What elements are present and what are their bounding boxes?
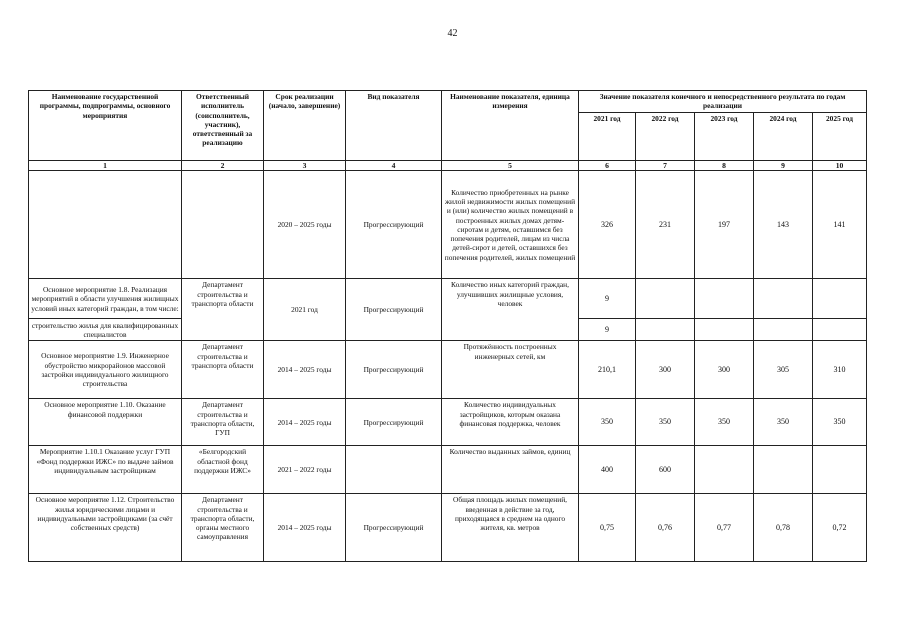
column-number: 3 bbox=[264, 161, 346, 171]
value-2021: 210,1 bbox=[579, 341, 636, 399]
period-cell: 2014 – 2025 годы bbox=[264, 341, 346, 399]
value-2024: 143 bbox=[754, 171, 813, 279]
indicator-name-cell: Количество приобретенных на рынке жилой недвижимости жилых помещений и (или) количество жилых помещений в построенных жилых домах детям-сиротам и детям, оставшимся без попечения родителей, лицам из числа детей-сирот и детей, оставшихся без попечения родителей, жилых помещений bbox=[442, 171, 579, 279]
program-cell: Основное мероприятие 1.10. Оказание финансовой поддержки bbox=[29, 399, 182, 446]
value-2024: 350 bbox=[754, 399, 813, 446]
table-row bbox=[29, 171, 867, 279]
table-row bbox=[29, 399, 867, 446]
value-2022 bbox=[636, 319, 695, 341]
program-cell: Мероприятие 1.10.1 Оказание услуг ГУП «Фонд поддержки ИЖС» по выдаче займов индивидуальным застройщикам bbox=[29, 446, 182, 494]
indicator-type-cell: Прогрессирующий bbox=[346, 494, 442, 562]
value-2021: 9 bbox=[579, 319, 636, 341]
results-table-container bbox=[28, 90, 866, 562]
column-number: 9 bbox=[754, 161, 813, 171]
value-2023: 197 bbox=[695, 171, 754, 279]
value-2022: 0,76 bbox=[636, 494, 695, 562]
header-year-2022: 2022 год bbox=[636, 113, 695, 161]
value-2025: 0,72 bbox=[813, 494, 867, 562]
indicator-name-cell: Количество иных категорий граждан, улучшивших жилищные условия, человек bbox=[442, 279, 579, 341]
value-2023 bbox=[695, 279, 754, 319]
column-number: 5 bbox=[442, 161, 579, 171]
value-2024 bbox=[754, 446, 813, 494]
table-row bbox=[29, 279, 867, 319]
indicator-name-cell: Количество выданных займов, единиц bbox=[442, 446, 579, 494]
column-number: 10 bbox=[813, 161, 867, 171]
table-row bbox=[29, 341, 867, 399]
header-indicator-name: Наименование показателя, единица измерения bbox=[442, 91, 579, 161]
column-number-row bbox=[29, 161, 867, 171]
program-cell bbox=[29, 171, 182, 279]
value-2022: 350 bbox=[636, 399, 695, 446]
period-cell: 2014 – 2025 годы bbox=[264, 399, 346, 446]
value-2022: 600 bbox=[636, 446, 695, 494]
header-year-2024: 2024 год bbox=[754, 113, 813, 161]
executor-cell: Департамент строительства и транспорта области bbox=[182, 279, 264, 341]
value-2022: 231 bbox=[636, 171, 695, 279]
column-number: 7 bbox=[636, 161, 695, 171]
indicator-type-cell: Прогрессирующий bbox=[346, 341, 442, 399]
value-2025 bbox=[813, 279, 867, 319]
value-2021: 9 bbox=[579, 279, 636, 319]
period-cell: 2021 год bbox=[264, 279, 346, 341]
subprogram-cell: строительство жилья для квалифицированных специалистов bbox=[29, 319, 182, 341]
executor-cell: Департамент строительства и транспорта области, ГУП bbox=[182, 399, 264, 446]
value-2022 bbox=[636, 279, 695, 319]
column-number: 1 bbox=[29, 161, 182, 171]
table-row bbox=[29, 446, 867, 494]
value-2024: 305 bbox=[754, 341, 813, 399]
header-year-2021: 2021 год bbox=[579, 113, 636, 161]
value-2023: 300 bbox=[695, 341, 754, 399]
value-2025: 350 bbox=[813, 399, 867, 446]
program-cell: Основное мероприятие 1.9. Инженерное обустройство микрорайонов массовой застройки индивидуального жилищного строительства bbox=[29, 341, 182, 399]
indicator-name-cell: Общая площадь жилых помещений, введенная в действие за год, приходящаяся в среднем на одного жителя, кв. метров bbox=[442, 494, 579, 562]
column-number: 6 bbox=[579, 161, 636, 171]
header-indicator-type: Вид показателя bbox=[346, 91, 442, 161]
header-values-group: Значение показателя конечного и непосредственного результата по годам реализации bbox=[579, 91, 867, 113]
value-2024 bbox=[754, 319, 813, 341]
executor-cell: Департамент строительства и транспорта области bbox=[182, 341, 264, 399]
table-row bbox=[29, 494, 867, 562]
column-number: 8 bbox=[695, 161, 754, 171]
column-number: 2 bbox=[182, 161, 264, 171]
value-2025 bbox=[813, 446, 867, 494]
program-cell: Основное мероприятие 1.8. Реализация мероприятий в области улучшения жилищных условий иных категорий граждан, в том числе: bbox=[29, 279, 182, 319]
column-number: 4 bbox=[346, 161, 442, 171]
value-2024 bbox=[754, 279, 813, 319]
value-2021: 400 bbox=[579, 446, 636, 494]
executor-cell bbox=[182, 171, 264, 279]
indicator-type-cell bbox=[346, 446, 442, 494]
value-2023: 350 bbox=[695, 399, 754, 446]
indicator-type-cell: Прогрессирующий bbox=[346, 399, 442, 446]
value-2021: 350 bbox=[579, 399, 636, 446]
header-row bbox=[29, 91, 867, 113]
header-year-2025: 2025 год bbox=[813, 113, 867, 161]
results-table bbox=[28, 90, 867, 562]
header-period: Срок реализации (начало, завершение) bbox=[264, 91, 346, 161]
value-2024: 0,78 bbox=[754, 494, 813, 562]
header-year-2023: 2023 год bbox=[695, 113, 754, 161]
value-2021: 0,75 bbox=[579, 494, 636, 562]
value-2021: 326 bbox=[579, 171, 636, 279]
period-cell: 2020 – 2025 годы bbox=[264, 171, 346, 279]
value-2022: 300 bbox=[636, 341, 695, 399]
period-cell: 2021 – 2022 годы bbox=[264, 446, 346, 494]
executor-cell: «Белгородский областной фонд поддержки ИЖС» bbox=[182, 446, 264, 494]
header-executor: Ответственный исполнитель (соисполнитель, участник), ответственный за реализацию bbox=[182, 91, 264, 161]
program-cell: Основное мероприятие 1.12. Строительство жилья юридическими лицами и индивидуальными застройщиками (за счёт собственных средств) bbox=[29, 494, 182, 562]
indicator-name-cell: Количество индивидуальных застройщиков, которым оказана финансовая поддержка, человек bbox=[442, 399, 579, 446]
value-2023: 0,77 bbox=[695, 494, 754, 562]
page-number: 42 bbox=[447, 28, 458, 39]
value-2025: 310 bbox=[813, 341, 867, 399]
indicator-type-cell: Прогрессирующий bbox=[346, 171, 442, 279]
value-2025: 141 bbox=[813, 171, 867, 279]
value-2025 bbox=[813, 319, 867, 341]
executor-cell: Департамент строительства и транспорта области, органы местного самоуправления bbox=[182, 494, 264, 562]
header-program: Наименование государственной программы, подпрограммы, основного мероприятия bbox=[29, 91, 182, 161]
indicator-name-cell: Протяжённость построенных инженерных сетей, км bbox=[442, 341, 579, 399]
indicator-type-cell: Прогрессирующий bbox=[346, 279, 442, 341]
period-cell: 2014 – 2025 годы bbox=[264, 494, 346, 562]
value-2023 bbox=[695, 319, 754, 341]
value-2023 bbox=[695, 446, 754, 494]
